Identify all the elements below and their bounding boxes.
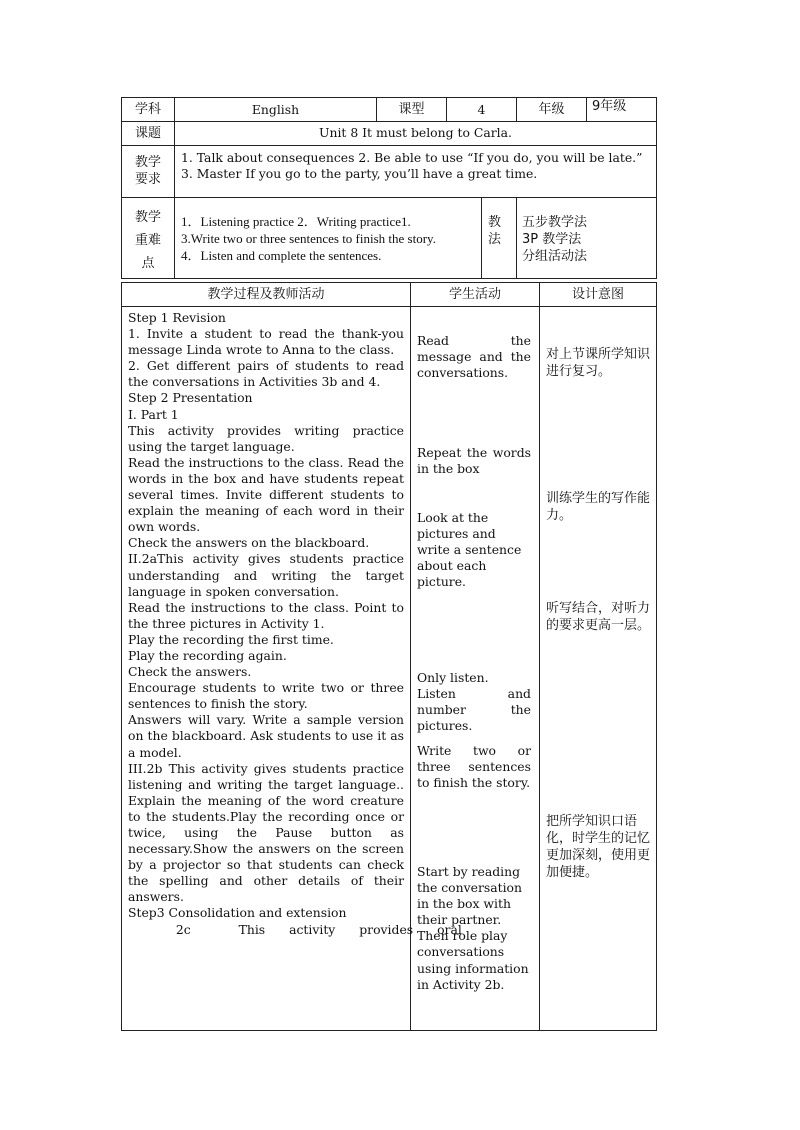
method-label-cell xyxy=(482,198,516,278)
subject-label: 学科 xyxy=(134,102,161,117)
process-item: II.2aThis activity gives students practice understanding and writing the target language in spoken conversation. xyxy=(128,551,404,599)
lesson-type-label-cell xyxy=(377,98,447,122)
grade-value-cell xyxy=(587,98,657,122)
process-item: Read the instructions to the class. Point to the three pictures in Activity 1. xyxy=(128,599,404,631)
student-item: Read the message and the conversations. xyxy=(417,333,531,381)
design-item: 对上节课所学知识进行复习。 xyxy=(546,347,651,379)
process-item: Step 2 Presentation xyxy=(128,390,253,406)
design-header: 设计意图 xyxy=(571,287,624,302)
method-label: 教法 xyxy=(488,215,502,247)
design-cell xyxy=(540,307,657,1031)
lesson-type-label: 课型 xyxy=(398,102,425,117)
requirements-line-2: 3. Master If you go to the party, you’ll have a great time. xyxy=(181,166,538,182)
student-item: Repeat the words in the box xyxy=(417,445,531,477)
topic-label-cell xyxy=(122,122,175,146)
key-points-label: 教学重难点 xyxy=(134,210,161,271)
student-header-cell xyxy=(411,283,540,307)
process-item: This activity provides writing practice using the target language. xyxy=(128,422,404,454)
process-header: 教学过程及教师活动 xyxy=(207,287,325,302)
process-item: III.2b This activity gives students practice listening and writing the target language.. Explain the meaning of the word creature to the students.Play the recording once or twice, using the Pause button as necessary.Show the answers on the screen by a projector so that students can check the spelling and other details of their answers. xyxy=(128,760,404,905)
student-item: Start by reading the conversation in the box with their partner. Then role play conversations using information in Activity 2b. xyxy=(417,864,529,992)
key-point-3: 4．Listen and complete the sentences. xyxy=(181,248,382,263)
grade-value: 9年级 xyxy=(592,99,627,114)
process-item: Step 1 Revision xyxy=(128,310,226,325)
process-item: 2. Get different pairs of students to read the conversations in Activities 3b and 4. xyxy=(128,358,404,390)
student-item: Only listen. xyxy=(417,670,489,685)
lesson-type-value: 4 xyxy=(477,102,486,117)
design-header-cell xyxy=(540,283,657,307)
info-table xyxy=(121,97,657,279)
lesson-type-value-cell xyxy=(447,98,517,122)
process-header-cell xyxy=(122,283,411,307)
student-header: 学生活动 xyxy=(448,287,501,302)
student-item: Write two or three sentences to finish the story. xyxy=(417,743,531,791)
design-item: 训练学生的写作能力。 xyxy=(546,491,651,523)
grade-label: 年级 xyxy=(538,102,565,117)
key-points-cell xyxy=(175,198,517,279)
process-item: 1. Invite a student to read the thank-you message Linda wrote to Anna to the class. xyxy=(128,326,404,358)
subject-value: English xyxy=(251,102,300,117)
method-cell xyxy=(517,198,657,279)
key-point-1: 1．Listening practice 2．Writing practice1. xyxy=(181,214,411,229)
method-3: 分组活动法 xyxy=(522,249,588,264)
process-item: Step3 Consolidation and extension xyxy=(128,905,347,921)
design-item: 听写结合，对听力的要求更高一层。 xyxy=(546,601,651,633)
student-item: Look at the pictures and write a sentence about each picture. xyxy=(417,510,522,590)
method-1: 五步教学法 xyxy=(522,215,588,230)
key-points-label-cell xyxy=(122,198,175,279)
process-table xyxy=(121,282,657,1031)
process-item: Read the instructions to the class. Read the words in the box and have students repeat several times. Invite different students to explain the meaning of each word in their own words. xyxy=(128,454,404,535)
process-item: Encourage students to write two or three sentences to finish the story. xyxy=(128,680,404,712)
process-item: Play the recording again. xyxy=(128,647,287,663)
process-item: 2c This activity provides oral xyxy=(128,921,462,937)
process-item: I. Part 1 xyxy=(128,406,179,422)
requirements-line-1: 1. Talk about consequences 2. Be able to use “If you do, you will be late.” xyxy=(181,150,643,165)
design-item: 把所学知识口语化，时学生的记忆更加深刻，使用更加便捷。 xyxy=(546,814,651,880)
requirements-label: 教学要求 xyxy=(134,155,161,187)
method-2: 3P 教学法 xyxy=(522,232,582,247)
subject-label-cell xyxy=(122,98,175,122)
process-item: Play the recording the first time. xyxy=(128,631,334,647)
subject-value-cell xyxy=(175,98,377,122)
requirements-label-cell xyxy=(122,146,175,198)
requirements-cell xyxy=(175,146,657,198)
process-item: Answers will vary. Write a sample version on the blackboard. Ask students to use it as a model. xyxy=(128,712,404,760)
topic-value: Unit 8 It must belong to Carla. xyxy=(319,125,512,140)
student-item: Listen and number the pictures. xyxy=(417,686,531,734)
grade-label-cell xyxy=(517,98,587,122)
topic-value-cell xyxy=(175,122,657,146)
key-point-2: 3.Write two or three sentences to finish the story. xyxy=(181,231,436,246)
student-cell xyxy=(411,307,540,1031)
process-item: Check the answers. xyxy=(128,664,252,680)
topic-label: 课题 xyxy=(134,126,161,141)
process-item: Check the answers on the blackboard. xyxy=(128,535,370,551)
